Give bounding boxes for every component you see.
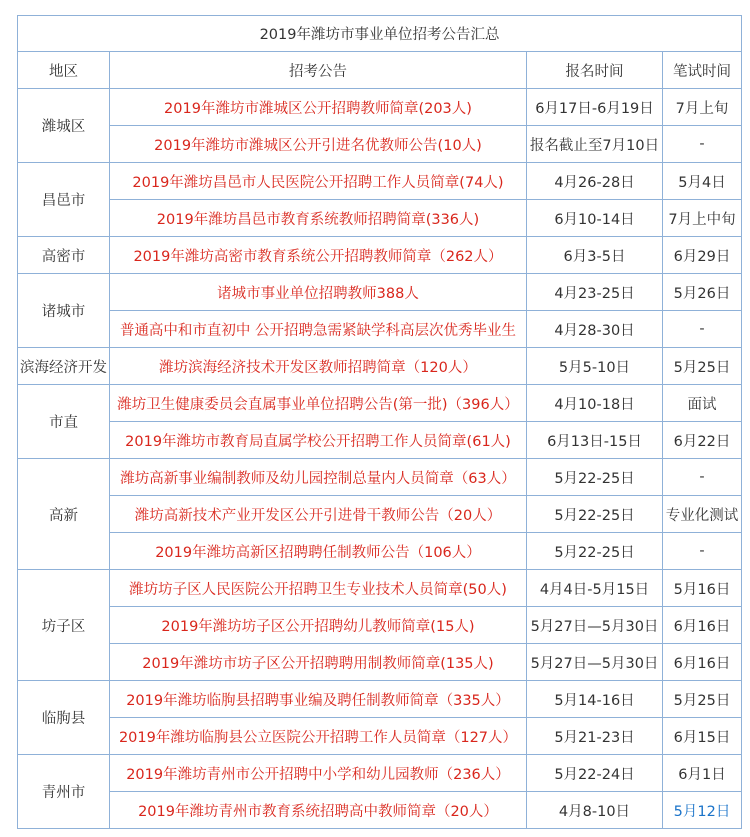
- signup-time-cell: 5月22-25日: [527, 459, 663, 496]
- table-row: [18, 459, 742, 496]
- exam-time-cell: -: [663, 311, 742, 348]
- table-title: 2019年潍坊市事业单位招考公告汇总: [18, 16, 742, 52]
- signup-time-cell: 5月14-16日: [527, 681, 663, 718]
- table-row: [18, 570, 742, 607]
- notice-link[interactable]: 2019年潍坊昌邑市教育系统教师招聘简章(336人): [110, 200, 527, 237]
- signup-time-cell: 4月4日-5月15日: [527, 570, 663, 607]
- table-row: [18, 385, 742, 422]
- exam-time-cell: 7月上中旬: [663, 200, 742, 237]
- table-row: [18, 792, 742, 829]
- table-row: [18, 200, 742, 237]
- notice-link[interactable]: 2019年潍坊昌邑市人民医院公开招聘工作人员简章(74人): [110, 163, 527, 200]
- notice-link[interactable]: 2019年潍坊市坊子区公开招聘聘用制教师简章(135人): [110, 644, 527, 681]
- exam-time-cell: -: [663, 126, 742, 163]
- region-cell: 临朐县: [18, 681, 110, 755]
- exam-time-cell: 专业化测试: [663, 496, 742, 533]
- table-body: [18, 89, 742, 829]
- signup-time-cell: 5月5-10日: [527, 348, 663, 385]
- notice-link[interactable]: 2019年潍坊市潍城区公开招聘教师简章(203人): [110, 89, 527, 126]
- signup-time-cell: 4月8-10日: [527, 792, 663, 829]
- exam-time-cell: 6月16日: [663, 644, 742, 681]
- signup-time-cell: 4月10-18日: [527, 385, 663, 422]
- table-row: [18, 607, 742, 644]
- table-row: [18, 89, 742, 126]
- signup-time-cell: 5月22-25日: [527, 496, 663, 533]
- recruitment-summary-table: [17, 15, 742, 829]
- table-row: [18, 348, 742, 385]
- table-row: [18, 644, 742, 681]
- signup-time-cell: 5月27日—5月30日: [527, 644, 663, 681]
- notice-link[interactable]: 潍坊卫生健康委员会直属事业单位招聘公告(第一批)（396人）: [110, 385, 527, 422]
- table-row: [18, 237, 742, 274]
- notice-link[interactable]: 潍坊滨海经济技术开发区教师招聘简章（120人）: [110, 348, 527, 385]
- notice-link[interactable]: 2019年潍坊市教育局直属学校公开招聘工作人员简章(61人): [110, 422, 527, 459]
- region-cell: 诸城市: [18, 274, 110, 348]
- signup-time-cell: 6月3-5日: [527, 237, 663, 274]
- notice-link[interactable]: 潍坊高新技术产业开发区公开引进骨干教师公告（20人）: [110, 496, 527, 533]
- region-cell: 市直: [18, 385, 110, 459]
- header-exam-time: 笔试时间: [663, 52, 742, 89]
- exam-time-cell: 7月上旬: [663, 89, 742, 126]
- signup-time-cell: 5月27日—5月30日: [527, 607, 663, 644]
- table-row: [18, 126, 742, 163]
- exam-time-cell: 6月16日: [663, 607, 742, 644]
- exam-time-cell: 面试: [663, 385, 742, 422]
- exam-time-cell: 6月1日: [663, 755, 742, 792]
- notice-link[interactable]: 2019年潍坊高新区招聘聘任制教师公告（106人）: [110, 533, 527, 570]
- region-cell: 青州市: [18, 755, 110, 829]
- notice-link[interactable]: 2019年潍坊青州市教育系统招聘高中教师简章（20人）: [110, 792, 527, 829]
- header-notice: 招考公告: [110, 52, 527, 89]
- notice-link[interactable]: 诸城市事业单位招聘教师388人: [110, 274, 527, 311]
- notice-link[interactable]: 普通高中和市直初中 公开招聘急需紧缺学科高层次优秀毕业生: [110, 311, 527, 348]
- table-row: [18, 718, 742, 755]
- exam-time-cell: 5月12日: [663, 792, 742, 829]
- exam-time-cell: -: [663, 533, 742, 570]
- table-row: [18, 496, 742, 533]
- signup-time-cell: 6月17日-6月19日: [527, 89, 663, 126]
- signup-time-cell: 5月22-25日: [527, 533, 663, 570]
- exam-time-cell: 5月4日: [663, 163, 742, 200]
- table-row: [18, 163, 742, 200]
- notice-link[interactable]: 2019年潍坊临朐县公立医院公开招聘工作人员简章（127人）: [110, 718, 527, 755]
- notice-link[interactable]: 2019年潍坊青州市公开招聘中小学和幼儿园教师（236人）: [110, 755, 527, 792]
- exam-time-cell: 5月16日: [663, 570, 742, 607]
- header-region: 地区: [18, 52, 110, 89]
- table-row: [18, 533, 742, 570]
- table-row: [18, 755, 742, 792]
- exam-time-cell: 5月25日: [663, 348, 742, 385]
- signup-time-cell: 4月28-30日: [527, 311, 663, 348]
- notice-link[interactable]: 2019年潍坊坊子区公开招聘幼儿教师简章(15人): [110, 607, 527, 644]
- table-row: [18, 422, 742, 459]
- exam-time-cell: 6月22日: [663, 422, 742, 459]
- region-cell: 滨海经济开发: [18, 348, 110, 385]
- notice-link[interactable]: 潍坊坊子区人民医院公开招聘卫生专业技术人员简章(50人): [110, 570, 527, 607]
- notice-link[interactable]: 2019年潍坊市潍城区公开引进名优教师公告(10人): [110, 126, 527, 163]
- signup-time-cell: 4月26-28日: [527, 163, 663, 200]
- notice-link[interactable]: 2019年潍坊高密市教育系统公开招聘教师简章（262人）: [110, 237, 527, 274]
- notice-link[interactable]: 2019年潍坊临朐县招聘事业编及聘任制教师简章（335人）: [110, 681, 527, 718]
- header-signup-time: 报名时间: [527, 52, 663, 89]
- exam-time-cell: 5月26日: [663, 274, 742, 311]
- signup-time-cell: 6月10-14日: [527, 200, 663, 237]
- table-row: [18, 311, 742, 348]
- table-row: [18, 681, 742, 718]
- region-cell: 坊子区: [18, 570, 110, 681]
- region-cell: 高密市: [18, 237, 110, 274]
- signup-time-cell: 报名截止至7月10日: [527, 126, 663, 163]
- exam-time-cell: 5月25日: [663, 681, 742, 718]
- signup-time-cell: 5月21-23日: [527, 718, 663, 755]
- region-cell: 昌邑市: [18, 163, 110, 237]
- signup-time-cell: 5月22-24日: [527, 755, 663, 792]
- region-cell: 潍城区: [18, 89, 110, 163]
- signup-time-cell: 4月23-25日: [527, 274, 663, 311]
- table-row: [18, 274, 742, 311]
- exam-time-cell: 6月15日: [663, 718, 742, 755]
- exam-time-cell: 6月29日: [663, 237, 742, 274]
- header-row: [18, 52, 742, 89]
- exam-time-cell: -: [663, 459, 742, 496]
- signup-time-cell: 6月13日-15日: [527, 422, 663, 459]
- region-cell: 高新: [18, 459, 110, 570]
- title-row: [18, 16, 742, 52]
- notice-link[interactable]: 潍坊高新事业编制教师及幼儿园控制总量内人员简章（63人）: [110, 459, 527, 496]
